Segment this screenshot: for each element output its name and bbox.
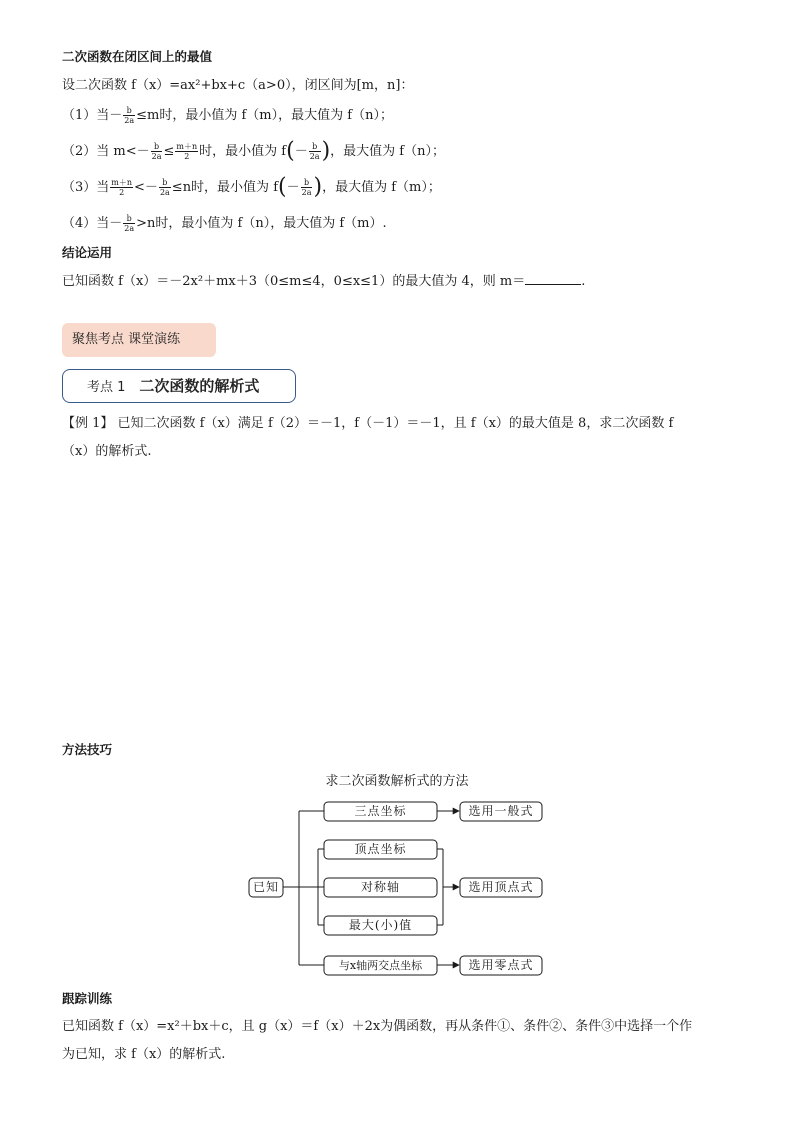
followup-line2: 为已知，求 f（x）的解析式. <box>62 1047 226 1062</box>
answer-blank <box>525 272 581 285</box>
result-label-3: 选用零点式 <box>468 958 534 972</box>
root-label: 已知 <box>252 880 280 894</box>
example-1-line1: 【例 1】 已知二次函数 f（x）满足 f（2）＝－1，f（－1）＝－1，且 f（x）的最大值是 8，求二次函数 f <box>62 416 674 431</box>
condition-label-2: 顶点坐标 <box>354 842 407 856</box>
followup-line1: 已知函数 f（x）=x²＋bx＋c，且 g（x）＝f（x）＋2x为偶函数，再从条件①、条件②、条件③中选择一个作 <box>62 1019 693 1034</box>
case-3: （3）当 $\frac{m+n}{2}$ <－ $\frac{b}{2a}$ ≤n时，最小值为 f(－ $\frac{b}{2a}$ )，最大值为 f（m）； <box>62 174 441 200</box>
example-1-line2: （x）的解析式. <box>62 444 152 459</box>
kaodian-label: 考点 1 <box>87 380 126 395</box>
case-4: （4）当－ $\frac{b}{2a}$ >n时，最小值为 f（n），最大值为 f（m）. <box>62 214 387 233</box>
conclusion-heading: 结论运用 <box>62 245 113 260</box>
case-1: （1）当－ $\frac{b}{2a}$ ≤m时，最小值为 f（m），最大值为 f（n）； <box>62 106 393 125</box>
focus-banner: 聚焦考点 课堂演练 <box>62 323 216 357</box>
condition-label-3: 对称轴 <box>360 880 401 894</box>
result-label-2: 选用顶点式 <box>468 880 534 894</box>
kaodian-box <box>62 369 296 403</box>
case-2: （2）当 m<－ $\frac{b}{2a}$ ≤ $\frac{m+n}{2}$ 时，最小值为 f(－ $\frac{b}{2a}$ )，最大值为 f（n）； <box>62 138 445 164</box>
result-label-1: 选用一般式 <box>468 804 534 818</box>
condition-label-5: 与x轴两交点坐标 <box>338 959 423 972</box>
conclusion-problem: 已知函数 f（x）＝－2x²＋mx＋3（0≤m≤4，0≤x≤1）的最大值为 4，则 m＝ . <box>62 274 586 289</box>
condition-label-1: 三点坐标 <box>354 804 407 818</box>
setup-text: 设二次函数 f（x）=ax²+bx+c（a>0），闭区间为[m，n]： <box>62 78 414 93</box>
method-heading: 方法技巧 <box>62 742 113 757</box>
section-title: 二次函数在闭区间上的最值 <box>62 49 213 64</box>
kaodian-title: 二次函数的解析式 <box>139 377 260 395</box>
method-flowchart <box>0 790 794 985</box>
flowchart-title: 求二次函数解析式的方法 <box>325 774 469 789</box>
condition-label-4: 最大(小)值 <box>348 918 413 932</box>
followup-heading: 跟踪训练 <box>62 991 113 1006</box>
